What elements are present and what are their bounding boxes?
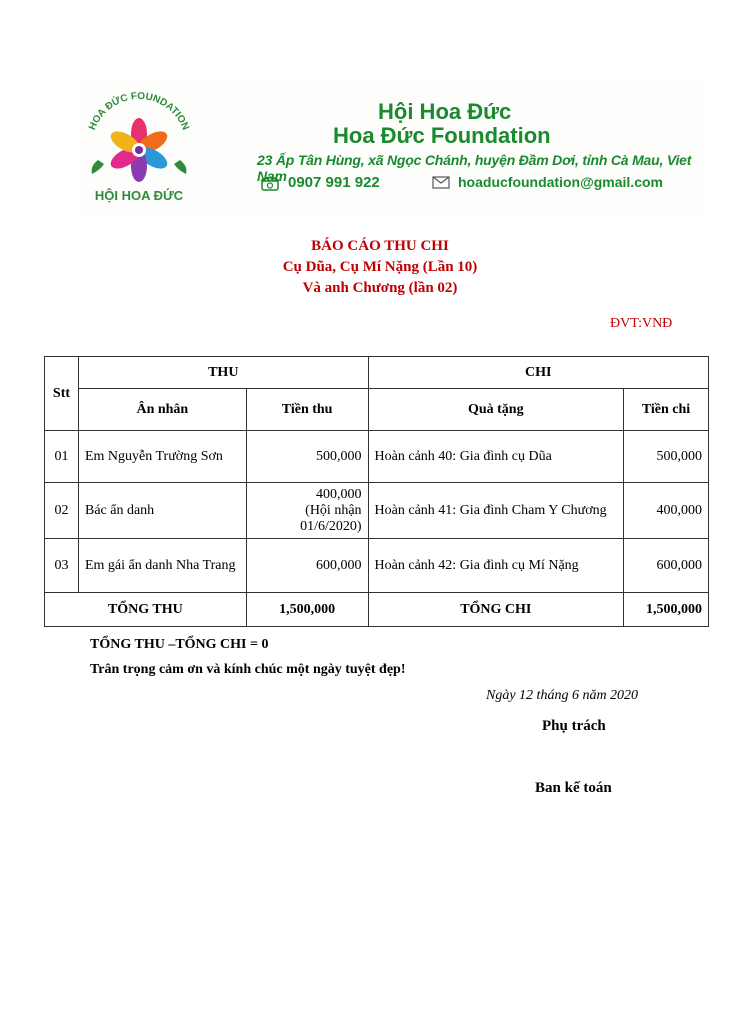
table-row bbox=[45, 539, 709, 593]
header-tien-thu: Tiền thu bbox=[246, 389, 368, 431]
svg-text:HỘI HOA ĐỨC: HỘI HOA ĐỨC bbox=[94, 188, 184, 203]
org-phone-line bbox=[260, 174, 380, 191]
cell-an-nhan: Em Nguyễn Trường Sơn bbox=[78, 431, 246, 483]
amount-note: (Hội nhận 01/6/2020) bbox=[300, 502, 362, 534]
cell-stt: 01 bbox=[45, 431, 79, 483]
total-thu-label: TỔNG THU bbox=[45, 593, 247, 627]
header-tien-chi: Tiền chi bbox=[624, 389, 709, 431]
email-address[interactable]: hoaducfoundation@gmail.com bbox=[458, 174, 663, 190]
org-name: Hội Hoa Đức bbox=[378, 99, 512, 124]
report-date: Ngày 12 tháng 6 năm 2020 bbox=[486, 688, 639, 703]
report-subtitle-2: Và anh Chương (lần 02) bbox=[302, 280, 458, 296]
letterhead bbox=[78, 80, 704, 215]
thanks-note: Trân trọng cảm ơn và kính chúc một ngày tuyệt đẹp! bbox=[90, 662, 406, 677]
cell-tien-thu: 500,000 bbox=[246, 431, 368, 483]
cell-tien-thu bbox=[246, 483, 368, 539]
totals-row bbox=[45, 593, 709, 627]
total-chi-value: 1,500,000 bbox=[624, 593, 709, 627]
cell-stt: 02 bbox=[45, 483, 79, 539]
report-title: BÁO CÁO THU CHI bbox=[311, 238, 449, 254]
org-address: 23 Ấp Tân Hùng, xã Ngọc Chánh, huyện Đầm Dơi, tỉnh Cà Mau, Viet Nam bbox=[257, 152, 692, 184]
total-thu-value: 1,500,000 bbox=[246, 593, 368, 627]
phone-number[interactable]: 0907 991 922 bbox=[288, 174, 380, 191]
total-chi-label: TỔNG CHI bbox=[368, 593, 623, 627]
signature-accountant: Ban kế toán bbox=[535, 780, 612, 796]
header-an-nhan: Ân nhân bbox=[78, 389, 246, 431]
header-chi: CHI bbox=[368, 357, 708, 389]
cell-tien-chi: 600,000 bbox=[624, 539, 709, 593]
svg-text:HOA ĐỨC FOUNDATION: HOA ĐỨC FOUNDATION bbox=[87, 90, 191, 132]
cell-an-nhan: Bác ẩn danh bbox=[78, 483, 246, 539]
table-row bbox=[45, 483, 709, 539]
cell-qua-tang: Hoàn cảnh 41: Gia đình Cham Y Chương bbox=[368, 483, 623, 539]
lotus-logo-icon bbox=[78, 88, 200, 210]
header-thu: THU bbox=[78, 357, 368, 389]
org-name-en: Hoa Đức Foundation bbox=[333, 123, 551, 148]
header-qua-tang: Quà tặng bbox=[368, 389, 623, 431]
cell-tien-thu: 600,000 bbox=[246, 539, 368, 593]
amount-value: 400,000 bbox=[316, 486, 362, 502]
org-email-line bbox=[432, 174, 663, 190]
currency-unit: ĐVT:VNĐ bbox=[610, 316, 673, 331]
cell-an-nhan: Em gái ẩn danh Nha Trang bbox=[78, 539, 246, 593]
header-stt: Stt bbox=[45, 357, 79, 431]
envelope-icon bbox=[432, 176, 450, 189]
signature-responsible: Phụ trách bbox=[542, 718, 606, 734]
cell-qua-tang: Hoàn cảnh 40: Gia đình cụ Dũa bbox=[368, 431, 623, 483]
balance-summary: TỔNG THU –TỔNG CHI = 0 bbox=[90, 637, 269, 652]
cell-stt: 03 bbox=[45, 539, 79, 593]
phone-icon bbox=[260, 175, 280, 191]
income-expense-table bbox=[44, 356, 709, 627]
table-row bbox=[45, 431, 709, 483]
cell-tien-chi: 400,000 bbox=[624, 483, 709, 539]
cell-tien-chi: 500,000 bbox=[624, 431, 709, 483]
report-subtitle-1: Cụ Dũa, Cụ Mí Nặng (Lần 10) bbox=[282, 259, 478, 275]
cell-qua-tang: Hoàn cảnh 42: Gia đình cụ Mí Nặng bbox=[368, 539, 623, 593]
